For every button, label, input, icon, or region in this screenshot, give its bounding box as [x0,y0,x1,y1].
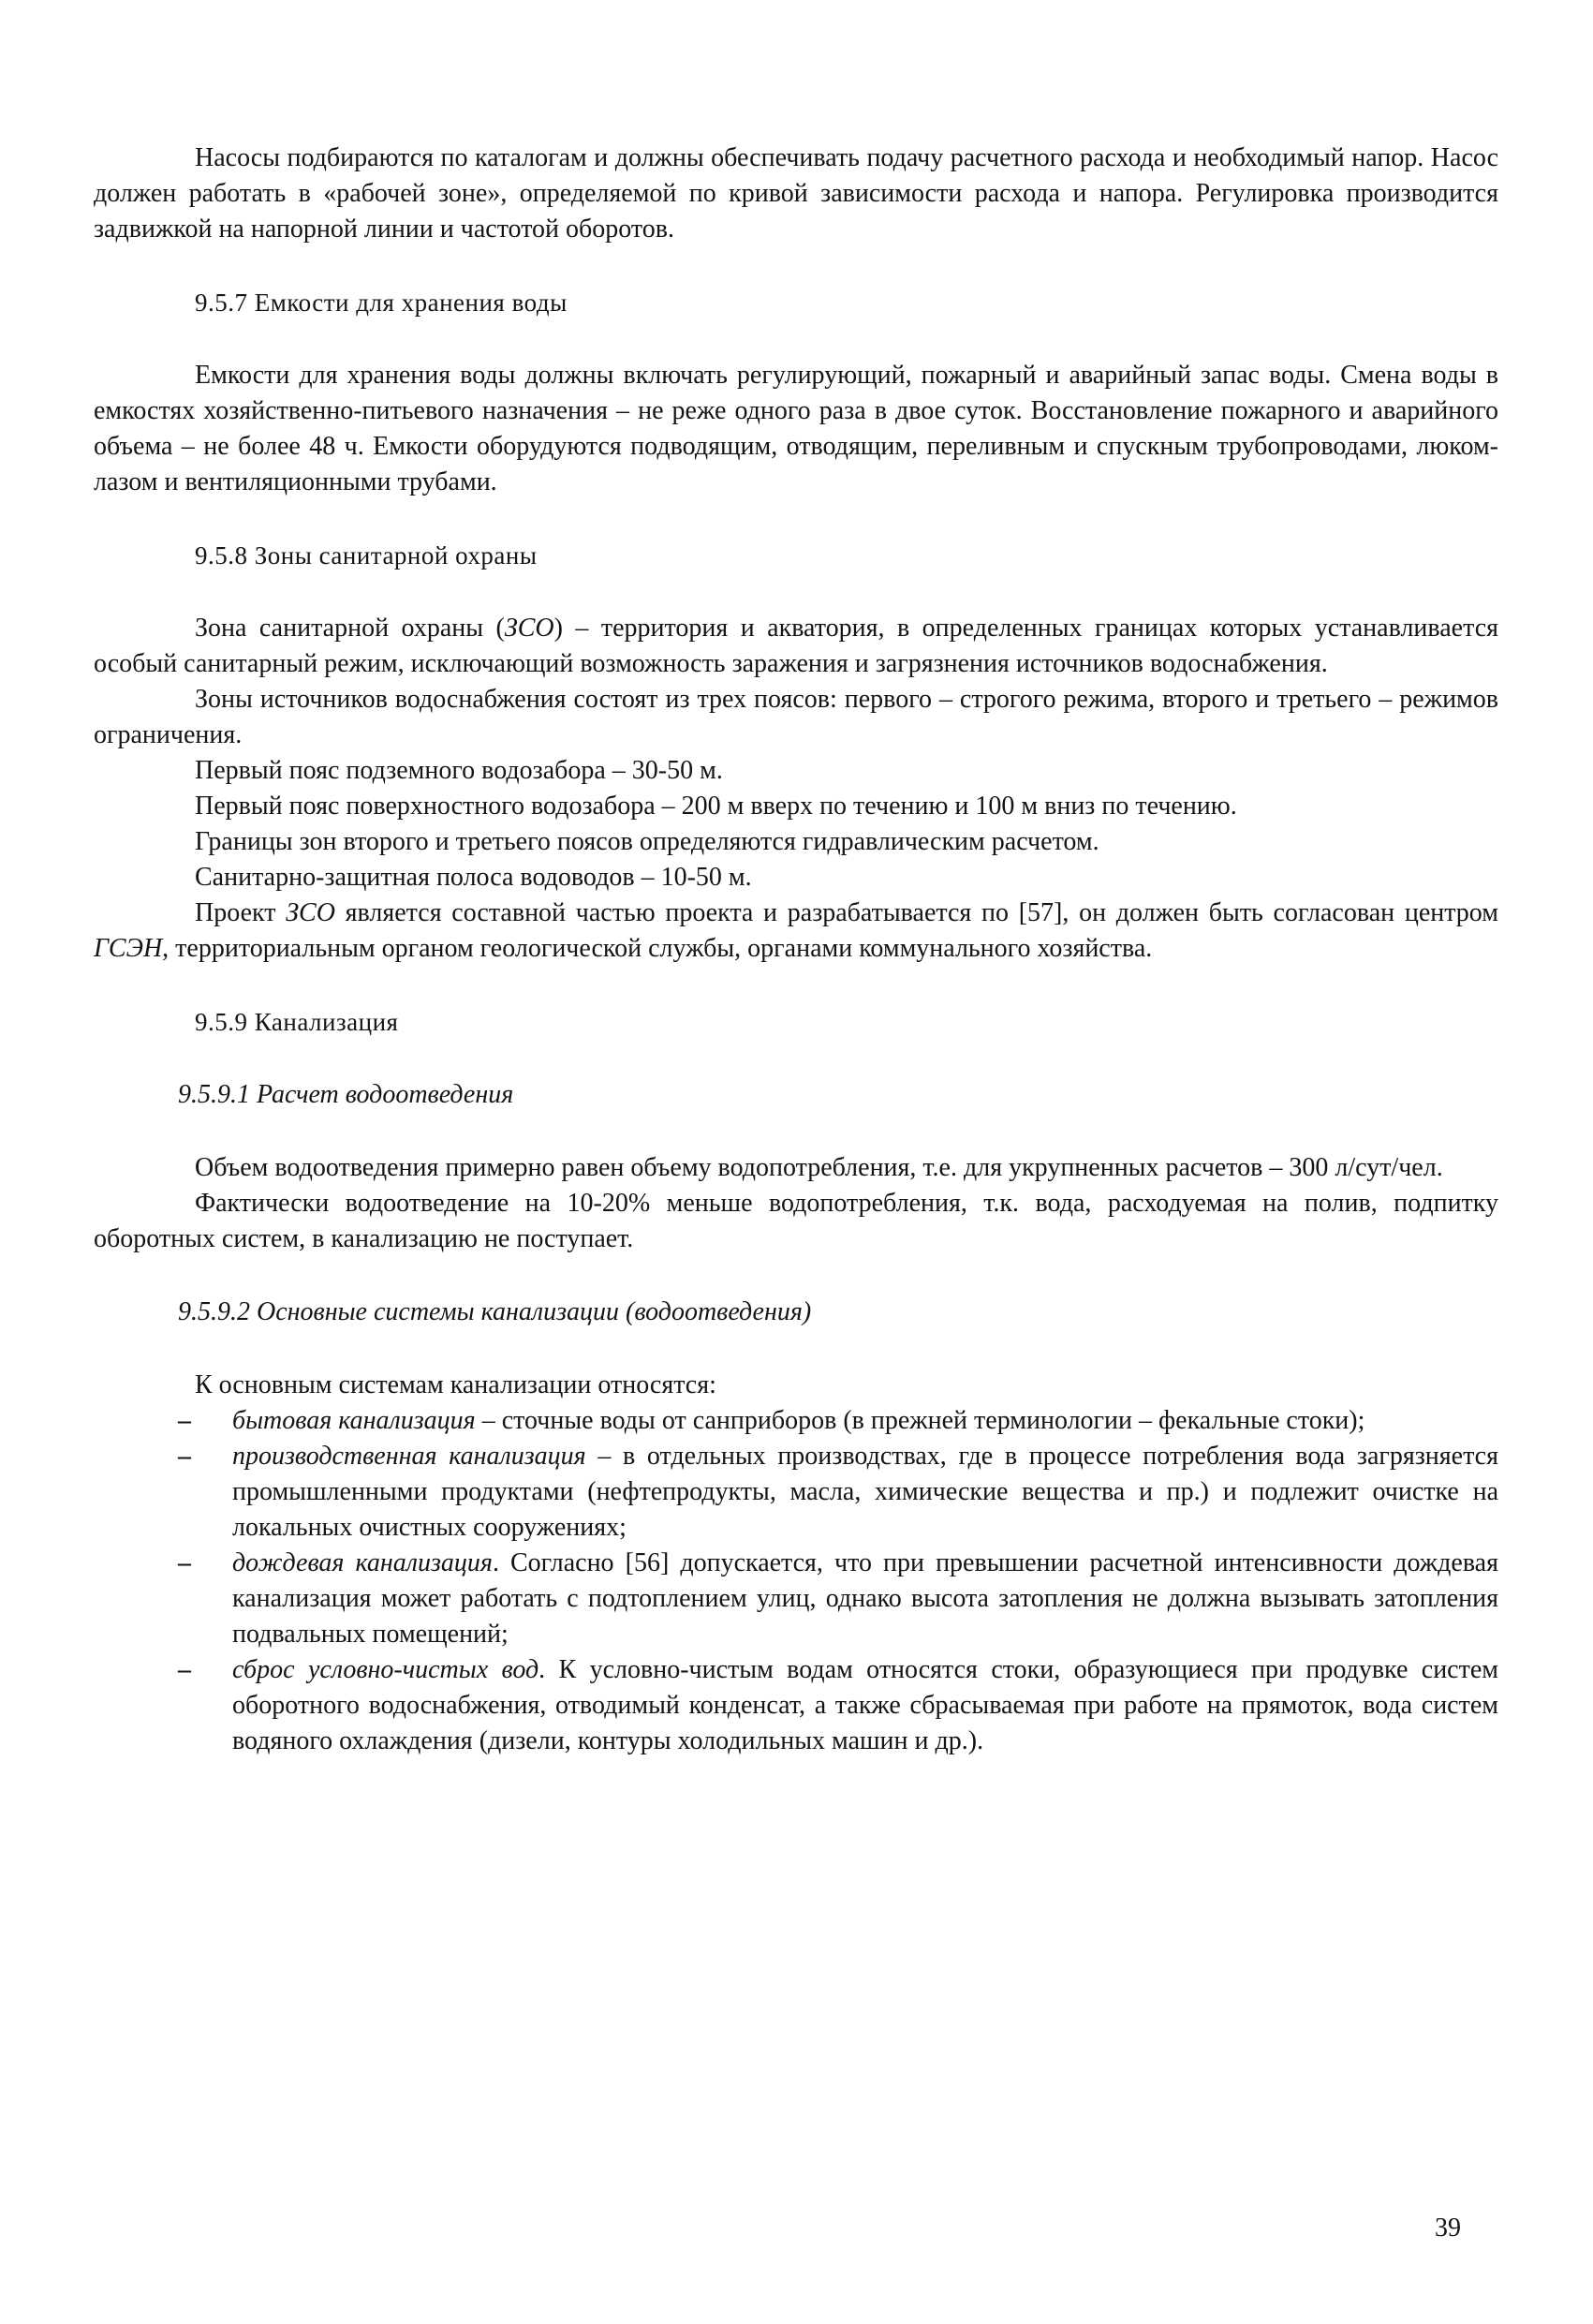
gsen-abbr: ГСЭН [94,934,163,963]
paragraph-zso-definition [94,611,1498,682]
paragraph-pumps: Насосы подбираются по каталогам и должны обеспечивать подачу расчетного расхода и необходимый напор. Насос должен работать в «рабочей зоне», определяемой по кривой зависимости расхода и напора. Регулировка производится задвижкой на напорной линии и частотой оборотов. [94,143,1498,244]
section-heading-9-5-8: 9.5.8 Зоны санитарной охраны [195,541,538,570]
zso-proj-text-c: , территориальным органом геологической службы, органами коммунального хозяйства. [162,934,1153,963]
paragraph-first-belt-surface: Первый пояс поверхностного водозабора – 200 м вверх по течению и 100 м вниз по течению. [195,792,1237,821]
list-text: – сточные воды от санприборов (в прежней терминологии – фекальные стоки); [475,1406,1365,1435]
paragraph-zone-boundaries: Границы зон второго и третьего поясов определяются гидравлическим расчетом. [195,827,1099,856]
list-dash: – [178,1655,191,1684]
list-item [178,1403,1498,1439]
list-dash: – [178,1406,191,1435]
list-item [178,1439,1498,1546]
paragraph-protection-strip: Санитарно-защитная полоса водоводов – 10-50 м. [195,863,752,892]
list-text: – в отдельных производствах, где в процессе потребления вода загрязняется промышленными продуктами (нефтепродукты, масла, химические вещества и пр.) и подлежит очистке на локальных очистных сооружениях; [232,1442,1498,1542]
paragraph-drainage-volume: Объем водоотведения примерно равен объему водопотребления, т.е. для укрупненных расчетов – 300 л/сут/чел. [195,1153,1443,1182]
list-term: бытовая канализация [232,1406,476,1435]
zso-abbr: ЗСО [504,614,554,643]
list-text: . К условно-чистым водам относятся стоки, образующиеся при продувке систем оборотного водоснабжения, отводимый конденсат, а также сбрасываемая при работе на прямоток, вода систем водяного охлаждения (дизели, контуры холодильных машин и др.). [232,1655,1498,1755]
list-item [178,1546,1498,1652]
zso-def-text-a: Зона санитарной охраны ( [195,614,505,643]
list-dash: – [178,1442,191,1471]
list-term: сброс условно-чистых вод [232,1655,539,1684]
list-item [178,1652,1498,1759]
subsection-heading-9-5-9-2: 9.5.9.2 Основные системы канализации (водоотведения) [178,1297,812,1326]
paragraph-drainage-actual: Фактически водоотведение на 10-20% меньше водопотребления, т.к. вода, расходуемая на полив, подпитку оборотных систем, в канализацию не поступает. [94,1189,1498,1253]
sewer-systems-list [178,1403,1498,1759]
document-page [94,141,1498,1759]
list-dash: – [178,1548,191,1577]
paragraph-first-belt-underground: Первый пояс подземного водозабора – 30-50 м. [195,756,723,785]
page-number: 39 [1435,2213,1461,2243]
zso-proj-abbr: ЗСО [286,898,335,927]
section-heading-9-5-7: 9.5.7 Емкости для хранения воды [195,289,568,317]
section-heading-9-5-9: 9.5.9 Канализация [195,1008,399,1036]
paragraph-systems-intro: К основным системам канализации относятся: [195,1370,716,1399]
paragraph-zso-project [94,896,1498,967]
list-text: . Согласно [56] допускается, что при превышении расчетной интенсивности дождевая канализация может работать с подтоплением улиц, однако высота затопления не должна вызывать затопления подвальных помещений; [232,1548,1498,1649]
list-term: производственная канализация [232,1442,586,1471]
paragraph-water-storage: Емкости для хранения воды должны включать регулирующий, пожарный и аварийный запас воды. Смена воды в емкостях хозяйственно-питьевого назначения – не реже одного раза в двое суток. Восстановление пожарного и аварийного объема – не более 48 ч. Емкости оборудуются подводящим, отводящим, переливным и спускным трубопроводами, люком-лазом и вентиляционными трубами. [94,361,1498,496]
paragraph-zso-belts: Зоны источников водоснабжения состоят из трех поясов: первого – строгого режима, второго и третьего – режимов ограничения. [94,685,1498,749]
subsection-heading-9-5-9-1: 9.5.9.1 Расчет водоотведения [178,1080,514,1109]
zso-def-text-b: ) – территория и акватория, в определенных границах которых устанавливается особый санитарный режим, исключающий возможность заражения и загрязнения источников водоснабжения. [94,614,1498,678]
zso-proj-text-a: Проект [195,898,287,927]
list-term: дождевая канализация [232,1548,493,1577]
zso-proj-text-b: является составной частью проекта и разрабатывается по [57], он должен быть согласован центром [334,898,1498,927]
